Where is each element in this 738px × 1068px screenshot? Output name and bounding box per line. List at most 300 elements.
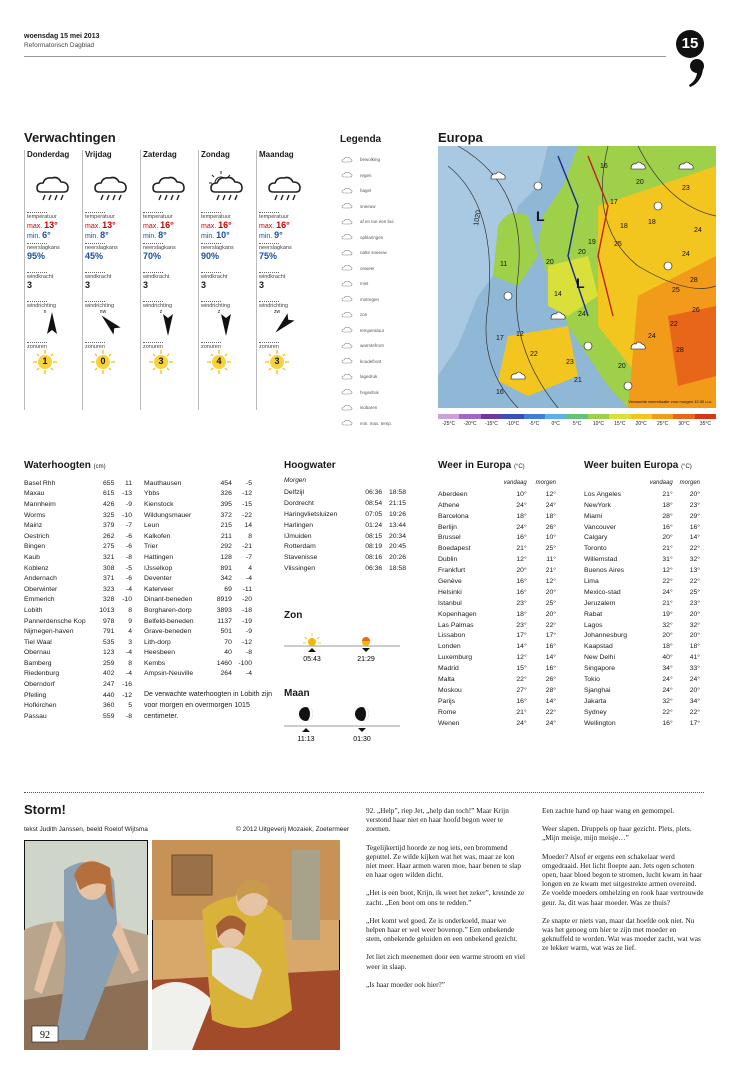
cell: Johannesburg [584,632,628,640]
legend-item [340,261,430,277]
cell: Tiel Waal [24,638,52,646]
rain-chance: 45% [85,251,104,261]
legend-label: bewolking [360,157,381,163]
scale-label: 35°C [699,421,711,427]
scale-label: -25°C [442,421,456,427]
max-temp: max. 16° [259,220,290,230]
forecast-day-name: Zondag [201,150,230,159]
cell: -4 [125,585,132,593]
cell: Ampsin-Neuville [144,670,194,678]
cell: 06:36 [365,565,383,573]
legend-symbol-icon [340,388,354,396]
weer-buiten-row [584,630,700,641]
cell: Jakarta [584,697,607,705]
cell: -7 [245,553,252,561]
cell: 34° [689,697,700,705]
cell: New Delhi [584,654,615,662]
legend-symbol-icon [340,342,354,350]
cell: 501 [220,628,232,636]
cell: NewYork [584,501,611,509]
map-temperature: 16 [496,389,504,396]
cell: 25° [545,545,556,553]
cell: 326 [220,490,232,498]
cell: Maxau [24,490,45,498]
max-temp: max. 16° [201,220,232,230]
wind-dir-label: windrichting [143,303,173,309]
scale-swatch [652,414,673,419]
waterhoogte-row [144,552,252,563]
storm-divider [24,792,704,793]
cell: 32° [689,556,700,564]
cell: 12° [516,556,527,564]
cell: Kopenhagen [438,610,477,618]
wind-force: 3 [27,280,33,290]
hoogwater-row [284,498,406,509]
waterhoogte-row [24,584,132,595]
legend-symbol-icon [340,156,354,164]
cell: 440 [103,691,115,699]
map-temperature: 11 [500,261,508,268]
weer-europa-row [438,554,556,565]
cell: 978 [103,617,115,625]
min-temp: min. 10° [201,230,230,240]
moonset-icon [355,707,369,732]
cell: 4 [128,628,132,636]
isobar-label: 1020 [473,209,483,227]
weer-europa-row [438,489,556,500]
weer-europa-row [438,620,556,631]
weer-buiten-row [584,598,700,609]
cell: 371 [103,575,115,583]
header-divider [24,56,666,57]
legend-symbol-icon [340,187,354,195]
cell: 20:34 [388,532,406,540]
comma-logo-icon [688,58,704,88]
story-paragraph: Jet liet zich meenemen door een warme stroom en viel weer in slaap. [366,952,526,971]
sun-icon [584,342,592,350]
waterhoogte-row [24,711,132,722]
cell: -8 [125,553,132,561]
cell: Luxemburg [438,654,473,662]
waterhoogte-row [24,658,132,669]
cell: Calgary [584,534,608,542]
story-column-1 [366,806,526,998]
cell: Hofkirchen [24,702,57,710]
legend-item [340,168,430,184]
legend-symbol-icon [340,249,354,257]
cell: -12 [242,490,252,498]
legend-label: mist [360,281,369,287]
cell: Miami [584,512,603,520]
map-temperature: 28 [676,347,684,354]
cell: -16 [122,681,132,689]
cell: Toronto [584,545,607,553]
waterhoogte-row [144,669,252,680]
hoogwater-row [284,487,406,498]
legend-item [340,369,430,385]
cell: Oberwinter [24,585,58,593]
legend-symbol-icon [340,264,354,272]
story-paragraph: 92. „Help”, riep Jet, „help dan toch!” Maar Krijn verstond haar niet en haar hoofd begon weer te zoemen. [366,806,509,834]
weer-europa-row [438,543,556,554]
cell: -9 [125,500,132,508]
cell: Haringvlietsluizen [284,510,338,518]
sunset-time: 21:29 [357,656,375,663]
waterhoogte-row [144,478,252,489]
cell: 23° [516,599,527,607]
sun-icon [534,182,542,190]
sun-hours-badge [257,350,297,374]
cell: 32° [662,621,673,629]
story-paragraph: Tegelijkertijd hoorde ze nog iets, een brommend geputtel. Ze wilde kijken wat het was, maar ze kon niet meer. Haar armen waren moe, haar benen te slap en haar ogen wilden dicht. [366,842,521,880]
weer-buiten-row [584,707,700,718]
cell: 28° [662,512,673,520]
cell: 25° [545,599,556,607]
cell: 17° [545,632,556,640]
cell: Mannheim [24,500,56,508]
wind-force: 3 [201,280,207,290]
wind-label: windkracht [143,274,170,280]
cell: 16° [662,719,673,727]
forecast-day-name: Vrijdag [85,150,112,159]
cell: Kaapstad [584,643,613,651]
max-temp: max. 16° [143,220,174,230]
map-temperature: 23 [566,359,574,366]
weer-buiten-row [584,587,700,598]
cell: 292 [220,543,232,551]
waterhoogte-row [24,637,132,648]
cell: Frankfurt [438,567,466,575]
cell: 24° [516,523,527,531]
cell: Pannerdensche Kop [24,617,86,625]
scale-swatch [631,414,652,419]
forecast-day-maandag [256,150,313,410]
scale-label: 5°C [572,421,582,427]
cell: 13:44 [388,521,406,529]
weer-europa-row [438,674,556,685]
cell: 12° [545,577,556,585]
waterhoogte-row [24,616,132,627]
scale-label: 20°C [635,421,647,427]
scale-swatch [502,414,523,419]
sun-hours-value: 3 [274,356,280,366]
cell: Kembs [144,659,166,667]
rain-chance: 70% [143,251,162,261]
temp-label: temperatuur [143,214,173,220]
cell: 16° [516,697,527,705]
weer-europa-row [438,511,556,522]
cell: -4 [125,649,132,657]
legend-symbol-icon [340,295,354,303]
cell: 24° [662,686,673,694]
legend-symbol-icon [340,171,354,179]
legend-label: warmtefront [360,343,384,349]
cell: -100 [238,659,252,667]
legend-item [340,214,430,230]
sun-cloud-rain-icon [199,164,255,209]
cell: 24° [545,501,556,509]
waterhoogte-row [144,563,252,574]
scale-label: 10°C [592,421,605,427]
forecast-day-name: Maandag [259,150,294,159]
cell: 14° [545,654,556,662]
waterhoogte-row [144,605,252,616]
max-temp: max. 13° [85,220,116,230]
sun-hours-label: zonuren [201,344,221,350]
story-paragraph: „Is haar moeder ook hier?” [366,979,446,989]
cell: 34° [662,665,673,673]
cell: 32° [662,697,673,705]
cell: Helsinki [438,588,462,596]
map-temperature: 25 [614,241,622,248]
scale-label: -15°C [485,421,498,427]
cell: 21° [662,545,673,553]
sun-hours-badge [141,350,181,374]
cell: 24° [662,588,673,596]
legend-label: temperatuur [360,327,385,333]
sun-icon [624,382,632,390]
cell: 41° [689,654,700,662]
cell: Jeruzalem [584,599,616,607]
cell: Nijmegen-haven [24,628,74,636]
cell: 16° [662,523,673,531]
rain-label: neerslagkans [85,245,118,251]
cell: -10 [122,596,132,604]
cell: 16° [516,588,527,596]
weer-buiten-table [584,478,700,728]
weer-buiten-row [584,696,700,707]
cell: Madrid [438,665,459,673]
map-temperature: 20 [578,249,586,256]
cell: 08:54 [365,499,383,507]
maan-title: Maan [284,688,310,699]
waterhoogte-row [24,531,132,542]
cell: Emmerich [24,596,55,604]
cell: Kalkofen [144,532,171,540]
sun-hours-badge [199,350,239,374]
weer-europa-row [438,652,556,663]
cell: -6 [125,575,132,583]
cell: 18° [662,501,673,509]
waterhoogte-row [24,563,132,574]
cell: Dublin [438,556,458,564]
cell: -11 [242,585,252,593]
map-temperature: 17 [610,199,618,206]
rain-cloud-icon [141,164,197,209]
rain-chance: 90% [201,251,220,261]
map-temperature: 24 [648,333,656,340]
scale-label: 30°C [678,421,690,427]
cell: Barcelona [438,512,469,520]
legend-label: lagedruk [360,374,378,380]
cell: -8 [125,712,132,720]
hoogwater-subtitle: Morgen [284,477,307,484]
rain-label: neerslagkans [201,245,234,251]
weer-buiten-row [584,718,700,729]
cell: 321 [103,553,115,561]
cell: 18° [689,643,700,651]
weer-europa-row [438,598,556,609]
cell: 259 [103,659,115,667]
cell: 15° [516,665,527,673]
cell: -21 [242,543,252,551]
cell: 14 [244,522,252,530]
cell: Katerveer [144,585,174,593]
story-paragraph: „Het is een boot, Krijn, ik weet het zeker”, kreunde ze zacht. „Een boot om ons te redden.” [366,888,525,907]
legend-item [340,354,430,370]
cell: Sydney [584,708,607,716]
cell: 08:19 [365,543,383,551]
sun-hours-badge [83,350,123,374]
cell: 18:58 [388,565,406,573]
cell: 1460 [216,659,232,667]
legend-label: hagel [360,188,372,194]
story-paragraph: Een zachte hand op haar wang en gemompel. [542,806,675,815]
cell: Rome [438,708,457,716]
cell: Boedapest [438,545,471,553]
waterhoogte-row [144,499,252,510]
weer-buiten-row [584,652,700,663]
cell: 10° [545,534,556,542]
cell: 128 [220,553,232,561]
map-temperature: 23 [682,185,690,192]
hoogwater-row [284,509,406,520]
hoogwater-row [284,520,406,531]
cell: 8 [128,659,132,667]
legend-symbol-icon [340,326,354,334]
legend-list [340,152,430,431]
cell: 20° [662,534,673,542]
cell: Wenen [438,719,460,727]
hoogwater-table [284,487,406,574]
waterhoogten-note: De verwachte waterhoogten in Lobith zijn voor morgen en overmorgen 1015 centimeter. [144,691,273,720]
sun-hours-label: zonuren [143,344,163,350]
waterhoogte-row [24,669,132,680]
cell: 22° [545,621,556,629]
waterhoogte-row [24,679,132,690]
cell: 426 [103,500,115,508]
cell: 17° [689,719,700,727]
storm-title: Storm! [24,802,66,817]
waterhoogte-row [24,510,132,521]
cell: Grave-beneden [144,628,192,636]
cell: 5 [128,702,132,710]
legend-label: onweer [360,265,375,271]
cell: 40 [224,649,232,657]
cell: Andernach [24,575,57,583]
cell: Singapore [584,665,615,673]
waterhoogte-row [144,573,252,584]
cell: IJmuiden [284,532,312,540]
waterhoogten-title: Waterhoogten (cm) [24,460,106,471]
storm-credit: tekst Judith Janssen, beeld Roelof Wijtsma [24,826,148,833]
scale-swatch [588,414,609,419]
weer-europa-title: Weer in Europa (°C) [438,460,525,471]
legend-symbol-icon [340,233,354,241]
cell: Stavenisse [284,554,318,562]
story-paragraph: Ze snapte er niets van, maar dat hoefde ook niet. Nu was het genoeg om hier te zijn met moeder en geknuffeld te worden. Wat was moeder zacht, wat was ze lekker warm, wat was ze lief. [542,915,701,953]
cell: 23° [689,501,700,509]
legend-label: min. max. temp. [360,420,393,426]
forecast-day-zaterdag [140,150,197,410]
legend-label: opklaringen [360,234,384,240]
cell: Borgharen-dorp [144,606,192,614]
cell: Berlijn [438,523,457,531]
waterhoogte-row [24,626,132,637]
weer-buiten-row [584,641,700,652]
cell: 791 [103,628,115,636]
scale-swatch [545,414,566,419]
sun-hours-value: 4 [216,356,222,366]
waterhoogten-table-right [144,478,252,679]
legend-item [340,230,430,246]
cell: 3 [128,638,132,646]
cell: 33° [689,665,700,673]
waterhoogte-row [144,648,252,659]
wind-dir-letter: z [159,309,163,315]
waterhoogte-row [24,542,132,553]
cell: 8 [128,606,132,614]
temp-label: temperatuur [201,214,231,220]
weer-europa-row [438,522,556,533]
cell: Tokio [584,675,600,683]
wind-dir-letter: z [217,309,221,315]
sun-hours-value: 3 [158,356,164,366]
col-header: vandaag [649,480,673,487]
col-header: morgen [535,480,556,487]
cell: 07:05 [365,510,383,518]
legend-symbol-icon [340,202,354,210]
cell: 20° [545,588,556,596]
rain-chance: 75% [259,251,278,261]
cell: 559 [103,712,115,720]
weer-europa-row [438,532,556,543]
sun-icon [654,202,662,210]
hoogwater-row [284,541,406,552]
cell: 535 [103,638,115,646]
maan-times [284,704,404,744]
cell: Deventer [144,575,172,583]
cell: 325 [103,511,115,519]
cell: 10° [516,490,527,498]
cell: 20:45 [388,543,406,551]
weer-buiten-row [584,663,700,674]
map-caption: Verwachte weersituatie voor morgen 12.00 u.u. [628,399,712,404]
legend-symbol-icon [340,280,354,288]
weer-buiten-row [584,576,700,587]
legend-item [340,199,430,215]
legend-item [340,416,430,432]
legend-symbol-icon [340,218,354,226]
sun-hours-label: zonuren [27,344,47,350]
forecast-day-zondag [198,150,255,410]
legend-symbol-icon [340,373,354,381]
waterhoogte-row [144,626,252,637]
waterhoogte-row [24,690,132,701]
cell: Obernau [24,649,51,657]
cell: Delfzijl [284,488,305,496]
cell: 22° [545,708,556,716]
cell: Koblenz [24,564,49,572]
cell: 328 [103,596,115,604]
cell: -4 [245,575,252,583]
cell: Harlingen [284,521,314,529]
cell: 32° [689,621,700,629]
map-temperature: 24 [578,311,586,318]
cell: 40° [662,654,673,662]
cell: 20° [689,686,700,694]
cell: Mauthausen [144,479,182,487]
